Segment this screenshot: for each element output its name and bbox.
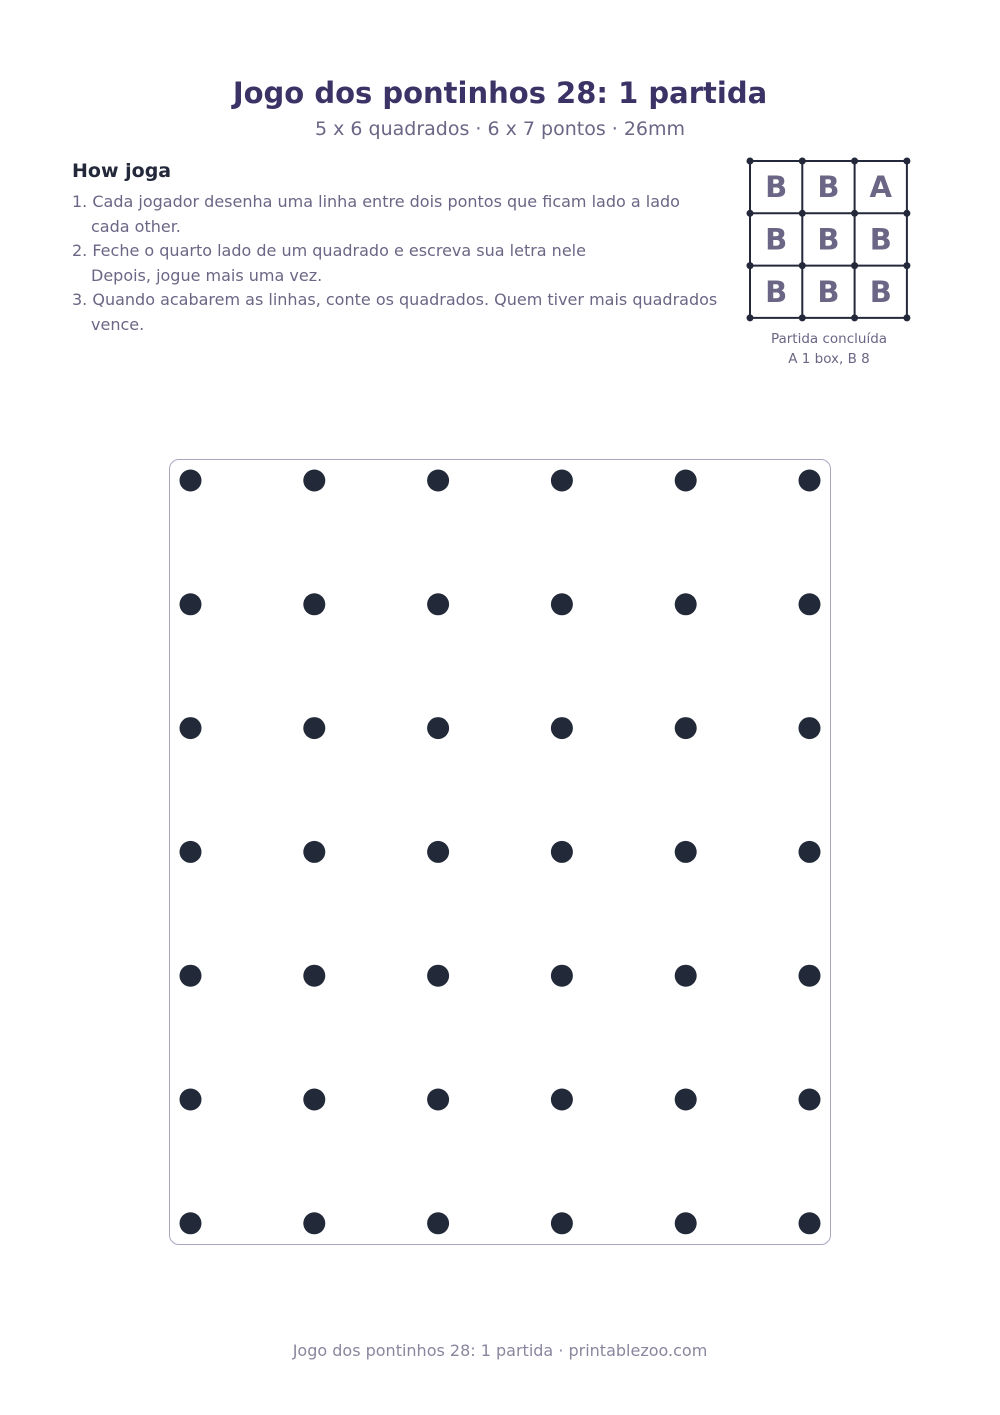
instruction-step-3-line1: 3. Quando acabarem as linhas, conte os quadrados. Quem tiver mais quadrados: [72, 290, 718, 309]
board-dot[interactable]: [180, 1212, 202, 1234]
example-dot: [903, 262, 910, 269]
board-dot[interactable]: [675, 1212, 697, 1234]
board-dot[interactable]: [180, 965, 202, 987]
example-box-letter: A: [869, 170, 892, 205]
board-dot[interactable]: [303, 1089, 325, 1111]
example-dot: [799, 314, 806, 321]
board-dot[interactable]: [551, 841, 573, 863]
example-dot: [799, 210, 806, 217]
example-box-letter: B: [869, 222, 892, 257]
board-dot[interactable]: [799, 470, 821, 492]
board-dot[interactable]: [180, 717, 202, 739]
board-dot[interactable]: [180, 593, 202, 615]
instruction-step-1: [72, 190, 792, 239]
example-box-letter: B: [765, 170, 788, 205]
board-dot[interactable]: [427, 841, 449, 863]
board-dot[interactable]: [675, 470, 697, 492]
example-dot: [747, 158, 754, 165]
board-dot[interactable]: [799, 1212, 821, 1234]
example-dot: [903, 158, 910, 165]
board-dot[interactable]: [799, 593, 821, 615]
board-dot[interactable]: [551, 593, 573, 615]
board-dot[interactable]: [427, 965, 449, 987]
board-dot[interactable]: [799, 965, 821, 987]
board-dot[interactable]: [427, 593, 449, 615]
example-dot: [747, 210, 754, 217]
board-dot[interactable]: [551, 1089, 573, 1111]
instructions-list: [72, 190, 792, 337]
example-caption: [744, 329, 914, 369]
example-dot: [851, 314, 858, 321]
instruction-step-1-line2: cada other.: [91, 216, 181, 236]
instruction-step-2-line1: 2. Feche o quarto lado de um quadrado e escreva sua letra nele: [72, 241, 586, 260]
example-box-letter: B: [817, 274, 840, 309]
example-box-letter: B: [817, 170, 840, 205]
instruction-step-2-line2: Depois, jogue mais uma vez.: [91, 265, 323, 285]
example-dot: [851, 262, 858, 269]
board-dot[interactable]: [303, 965, 325, 987]
board-dot[interactable]: [303, 841, 325, 863]
page-title: Jogo dos pontinhos 28: 1 partida: [232, 76, 768, 110]
example-box-letter: B: [817, 222, 840, 257]
board-dot[interactable]: [551, 965, 573, 987]
instructions-heading: How joga: [72, 160, 172, 182]
board-dot[interactable]: [427, 717, 449, 739]
board-dot[interactable]: [180, 1089, 202, 1111]
example-dot: [747, 314, 754, 321]
board-dot[interactable]: [799, 841, 821, 863]
instruction-step-2: [72, 239, 792, 288]
example-box-letter: B: [765, 274, 788, 309]
example-dot: [851, 158, 858, 165]
example-dot: [799, 158, 806, 165]
example-caption-status: Partida concluída: [770, 331, 888, 347]
board-dot[interactable]: [551, 1212, 573, 1234]
example-box-letter: B: [765, 222, 788, 257]
board-dot[interactable]: [675, 965, 697, 987]
instruction-step-1-line1: 1. Cada jogador desenha uma linha entre dois pontos que ficam lado a lado: [72, 192, 680, 211]
example-caption-score: A 1 box, B 8: [788, 351, 870, 367]
board-dot[interactable]: [551, 470, 573, 492]
example-dot: [851, 210, 858, 217]
board-dot[interactable]: [675, 1089, 697, 1111]
example-dot: [903, 210, 910, 217]
board-dot[interactable]: [180, 470, 202, 492]
dot-board[interactable]: [169, 459, 831, 1245]
example-dot: [903, 314, 910, 321]
board-dot[interactable]: [427, 1212, 449, 1234]
board-dot[interactable]: [675, 593, 697, 615]
page-subtitle: 5 x 6 quadrados · 6 x 7 pontos · 26mm: [314, 118, 686, 140]
board-dot[interactable]: [303, 1212, 325, 1234]
page-footer: Jogo dos pontinhos 28: 1 partida · printablezoo.com: [292, 1341, 708, 1360]
board-dot[interactable]: [180, 841, 202, 863]
example-box-letter: B: [869, 274, 892, 309]
board-dot[interactable]: [427, 1089, 449, 1111]
instruction-step-3: [72, 288, 792, 337]
board-dot[interactable]: [551, 717, 573, 739]
board-dot[interactable]: [799, 717, 821, 739]
example-dot: [799, 262, 806, 269]
board-dot[interactable]: [799, 1089, 821, 1111]
board-dot[interactable]: [303, 470, 325, 492]
board-dot[interactable]: [303, 717, 325, 739]
instruction-step-3-line2: vence.: [91, 314, 145, 334]
board-dot[interactable]: [303, 593, 325, 615]
example-dot: [747, 262, 754, 269]
board-dot[interactable]: [427, 470, 449, 492]
example-grid: [744, 156, 914, 326]
board-dot[interactable]: [675, 717, 697, 739]
board-dot[interactable]: [675, 841, 697, 863]
